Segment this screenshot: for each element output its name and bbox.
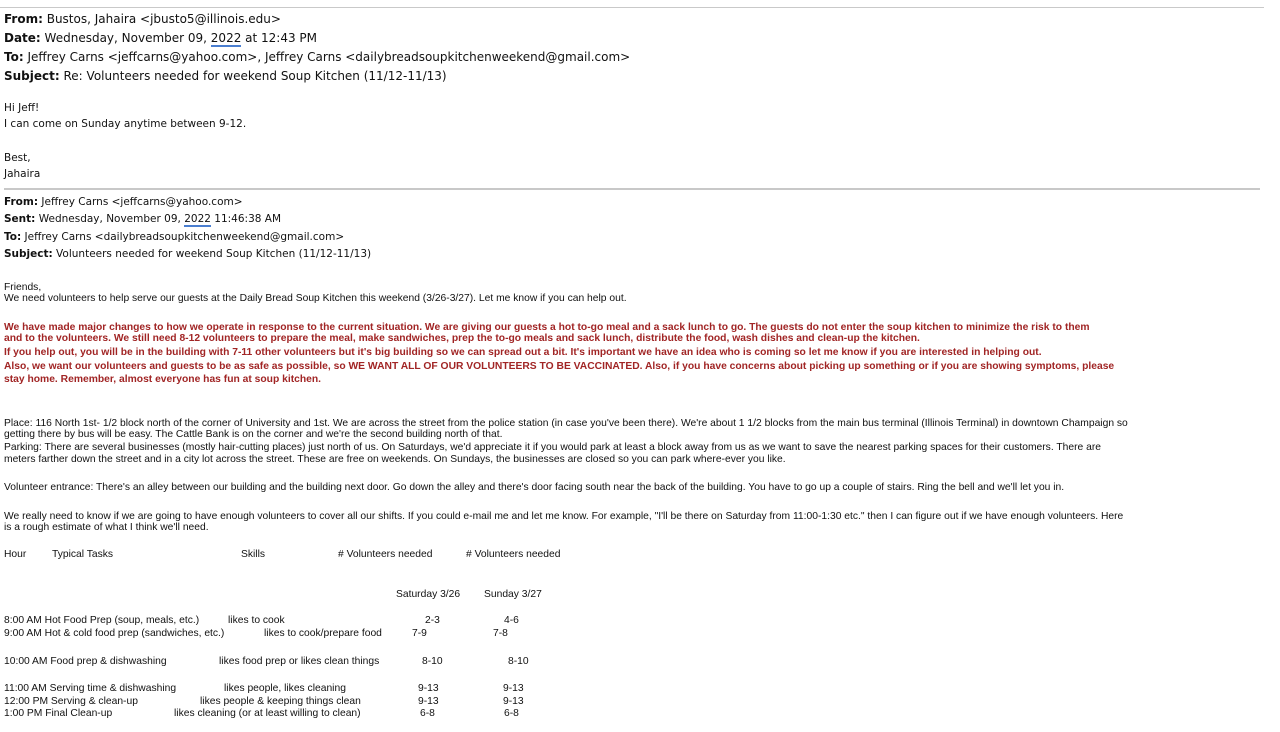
row-skills: likes cleaning (or at least willing to clean) [174, 708, 361, 719]
row-sat-count: 9-13 [418, 696, 439, 707]
row-sat-count: 9-13 [418, 683, 439, 694]
row-time-task: 9:00 AM Hot & cold food prep (sandwiches, etc.) [4, 628, 225, 639]
row-sun-count: 6-8 [504, 708, 519, 719]
col-header-hour: Hour [4, 549, 27, 560]
notice-line-5: stay home. Remember, almost everyone has fun at soup kitchen. [4, 374, 322, 385]
quoted-divider [4, 188, 1260, 190]
row-time-task: 1:00 PM Final Clean-up [4, 708, 113, 719]
row-skills: likes to cook/prepare food [264, 628, 382, 639]
row-sat-count: 2-3 [425, 615, 440, 626]
reply-from-value: Bustos, Jahaira <jbusto5@illinois.edu> [42, 12, 281, 26]
row-sun-count: 9-13 [503, 696, 524, 707]
friends-line: Friends, [4, 282, 42, 293]
reply-to-value: Jeffrey Carns <jeffcarns@yahoo.com>, Jeffrey Carns <dailybreadsoupkitchenweekend@gmail.com> [23, 50, 631, 64]
notice-line-1: We have made major changes to how we operate in response to the current situation. We are giving our guests a hot to-go meal and a sack lunch to go. The guests do not enter the soup kitchen to minimize the risk to them [4, 322, 1090, 333]
reply-from-line: From: Bustos, Jahaira <jbusto5@illinois.edu> [4, 12, 281, 26]
row-sun-count: 7-8 [493, 628, 508, 639]
notice-line-2: and to the volunteers. We still need 8-12 volunteers to prepare the meal, make sandwiches, prep the to-go meals and sack lunch, distribute the food, wash dishes and clean-up the kitchen. [4, 333, 920, 344]
row-sun-count: 8-10 [508, 656, 529, 667]
reply-date-line: Date: Wednesday, November 09, 2022 at 12:43 PM [4, 31, 318, 45]
reply-date-year[interactable]: 2022 [210, 31, 242, 45]
row-sat-count: 6-8 [420, 708, 435, 719]
orig-from-line: From: Jeffrey Carns <jeffcarns@yahoo.com> [4, 196, 243, 208]
col-header-sat-volunteers: # Volunteers needed [338, 549, 433, 560]
top-divider [0, 7, 1264, 8]
row-sat-count: 7-9 [412, 628, 427, 639]
col-header-skills: Skills [241, 549, 266, 560]
row-skills: likes people & keeping things clean [200, 696, 361, 707]
entrance-line: Volunteer entrance: There's an alley between our building and the building next door. Go down the alley and there's door facing south near the back of the building. You have to go up a couple of stairs. Ring the bell and we'll let you in. [4, 482, 1065, 493]
orig-sent-line: Sent: Wednesday, November 09, 2022 11:46:38 AM [4, 213, 282, 225]
row-sun-count: 9-13 [503, 683, 524, 694]
reply-subject-line: Subject: Re: Volunteers needed for weekend Soup Kitchen (11/12-11/13) [4, 69, 447, 83]
orig-sent-year[interactable]: 2022 [184, 213, 211, 225]
reply-greeting: Hi Jeff! [4, 102, 40, 114]
orig-to-line: To: Jeffrey Carns <dailybreadsoupkitchenweekend@gmail.com> [4, 231, 345, 243]
place-line-2: getting there by bus will be easy. The Cattle Bank is on the corner and we're the second building north of that. [4, 429, 503, 440]
row-time-task: 8:00 AM Hot Food Prep (soup, meals, etc.) [4, 615, 200, 626]
row-skills: likes people, likes cleaning [224, 683, 346, 694]
parking-line-1: Parking: There are several businesses (mostly hair-cutting places) just north of us. On Saturdays, we'd appreciate it if you would park at least a block away from us as we want to save the nearest parking spaces for their customers. There are [4, 442, 1102, 453]
need-line-2: is a rough estimate of what I think we'll need. [4, 522, 209, 533]
col-header-tasks: Typical Tasks [52, 549, 114, 560]
row-skills: likes to cook [228, 615, 285, 626]
day-header-sunday: Sunday 3/27 [484, 589, 542, 600]
notice-line-3: If you help out, you will be in the building with 7-11 other volunteers but it's big building so we can spread out a bit. It's important we have an idea who is coming so let me know if you are interested in helping out. [4, 347, 1042, 358]
row-sat-count: 8-10 [422, 656, 443, 667]
day-header-saturday: Saturday 3/26 [396, 589, 461, 600]
reply-to-line: To: Jeffrey Carns <jeffcarns@yahoo.com>, Jeffrey Carns <dailybreadsoupkitchenweekend@gmail.com> [4, 50, 631, 64]
row-skills: likes food prep or likes clean things [219, 656, 380, 667]
reply-body-line: I can come on Sunday anytime between 9-12. [4, 118, 247, 130]
row-time-task: 11:00 AM Serving time & dishwashing [4, 683, 177, 694]
notice-line-4: Also, we want our volunteers and guests to be as safe as possible, so WE WANT ALL OF OUR VOLUNTEERS TO BE VACCINATED. Also, if you have concerns about picking up something or if you are showing symptoms, please [4, 361, 1115, 372]
row-time-task: 12:00 PM Serving & clean-up [4, 696, 138, 707]
reply-closing: Best, [4, 152, 31, 164]
place-line-1: Place: 116 North 1st- 1/2 block north of the corner of University and 1st. We are across the street from the police station (in case you've been there). We're about 1 1/2 blocks from the main bus terminal (Illinois Terminal) in downtown Champaign so [4, 418, 1128, 429]
need-line-1: We really need to know if we are going to have enough volunteers to cover all our shifts. If you could e-mail me and let me know. For example, "I'll be there on Saturday from 11:00-1:30 etc." then I can figure out if we have enough volunteers. Here [4, 511, 1124, 522]
reply-signature: Jahaira [4, 168, 41, 180]
col-header-sun-volunteers: # Volunteers needed [466, 549, 561, 560]
reply-subject-value: Re: Volunteers needed for weekend Soup Kitchen (11/12-11/13) [59, 69, 447, 83]
parking-line-2: meters farther down the street and in a city lot across the street. These are free on weekends. On Sundays, the businesses are closed so you can park where-ever you like. [4, 454, 786, 465]
row-sun-count: 4-6 [504, 615, 519, 626]
row-time-task: 10:00 AM Food prep & dishwashing [4, 656, 167, 667]
orig-subject-line: Subject: Volunteers needed for weekend Soup Kitchen (11/12-11/13) [4, 248, 372, 260]
intro-line: We need volunteers to help serve our guests at the Daily Bread Soup Kitchen this weekend (3/26-3/27). Let me know if you can help out. [4, 293, 627, 304]
